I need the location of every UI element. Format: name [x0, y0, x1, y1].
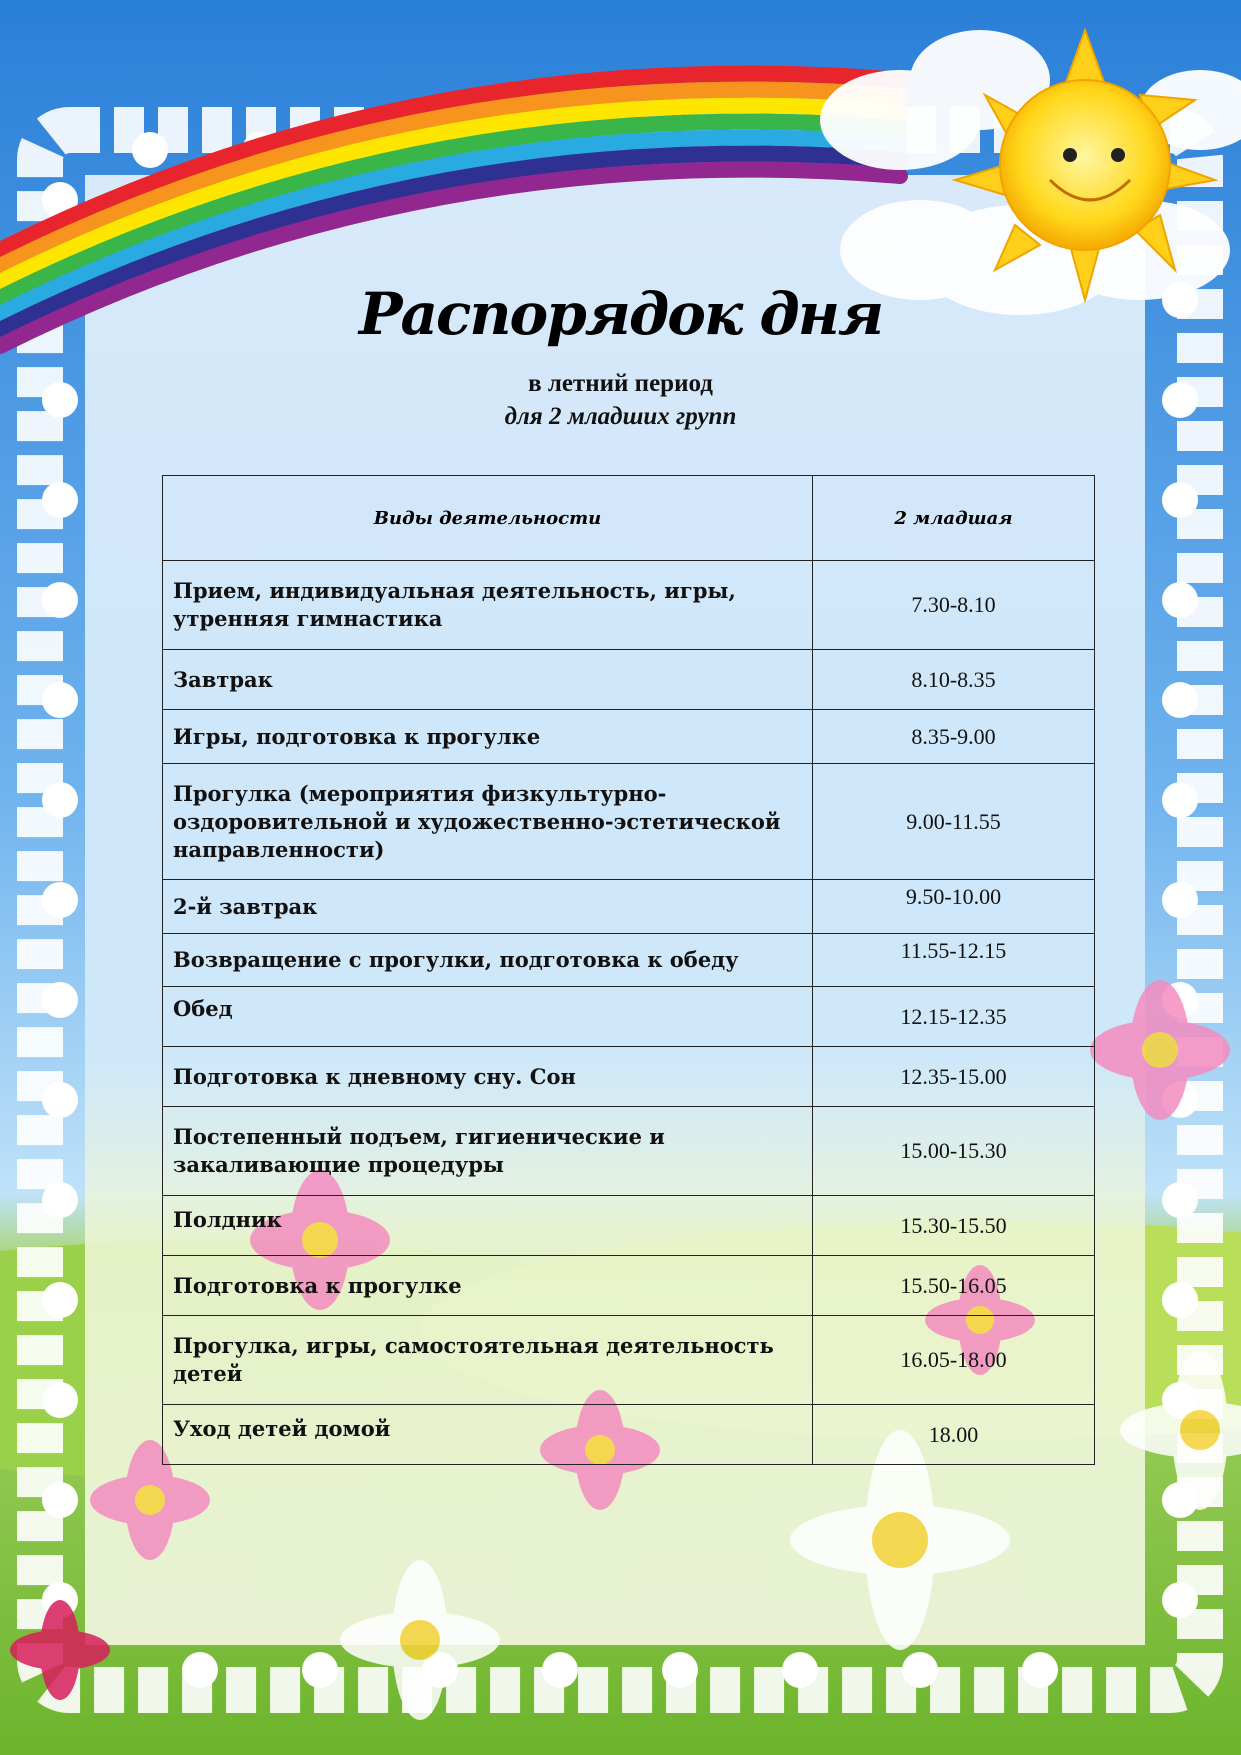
- column-header-activity: Виды деятельности: [163, 476, 813, 561]
- activity-cell: Игры, подготовка к прогулке: [163, 710, 813, 764]
- column-header-group: 2 младшая: [813, 476, 1095, 561]
- activity-cell: Подготовка к прогулке: [163, 1256, 813, 1316]
- table-row: [163, 561, 1095, 650]
- table-header-row: [163, 476, 1095, 561]
- activity-cell: Прием, индивидуальная деятельность, игры, утренняя гимнастика: [163, 561, 813, 650]
- time-cell: 18.00: [813, 1405, 1095, 1465]
- table-row: [163, 1256, 1095, 1316]
- time-cell: 7.30-8.10: [813, 561, 1095, 650]
- activity-cell: 2-й завтрак: [163, 880, 813, 934]
- table-row: [163, 764, 1095, 880]
- time-cell: 12.15-12.35: [813, 987, 1095, 1047]
- activity-cell: Возвращение с прогулки, подготовка к обеду: [163, 934, 813, 987]
- time-cell: 9.00-11.55: [813, 764, 1095, 880]
- activity-cell: Прогулка, игры, самостоятельная деятельность детей: [163, 1316, 813, 1405]
- table-row: [163, 1196, 1095, 1256]
- time-cell: 8.35-9.00: [813, 710, 1095, 764]
- activity-cell: Подготовка к дневному сну. Сон: [163, 1047, 813, 1107]
- page-subtitle-group: для 2 младших групп: [504, 403, 737, 430]
- table-row: [163, 934, 1095, 987]
- activity-cell: Завтрак: [163, 650, 813, 710]
- time-cell: 15.50-16.05: [813, 1256, 1095, 1316]
- time-cell: 11.55-12.15: [813, 934, 1095, 987]
- page-subtitle-period: в летний период: [528, 370, 713, 397]
- table-row: [163, 1316, 1095, 1405]
- table-row: [163, 1107, 1095, 1196]
- time-cell: 16.05-18.00: [813, 1316, 1095, 1405]
- table-row: [163, 650, 1095, 710]
- page-title: Распорядок дня: [358, 280, 883, 348]
- time-cell: 15.00-15.30: [813, 1107, 1095, 1196]
- table-row: [163, 987, 1095, 1047]
- activity-cell: Прогулка (мероприятия физкультурно-оздоровительной и художественно-эстетической направленности): [163, 764, 813, 880]
- time-cell: 15.30-15.50: [813, 1196, 1095, 1256]
- table-row: [163, 880, 1095, 934]
- time-cell: 8.10-8.35: [813, 650, 1095, 710]
- table-row: [163, 1405, 1095, 1465]
- activity-cell: Обед: [163, 987, 813, 1047]
- time-cell: 12.35-15.00: [813, 1047, 1095, 1107]
- table-row: [163, 1047, 1095, 1107]
- table-row: [163, 710, 1095, 764]
- activity-cell: Постепенный подъем, гигиенические и закаливающие процедуры: [163, 1107, 813, 1196]
- activity-cell: Полдник: [163, 1196, 813, 1256]
- activity-cell: Уход детей домой: [163, 1405, 813, 1465]
- time-cell: 9.50-10.00: [813, 880, 1095, 934]
- schedule-table: [162, 475, 1095, 1465]
